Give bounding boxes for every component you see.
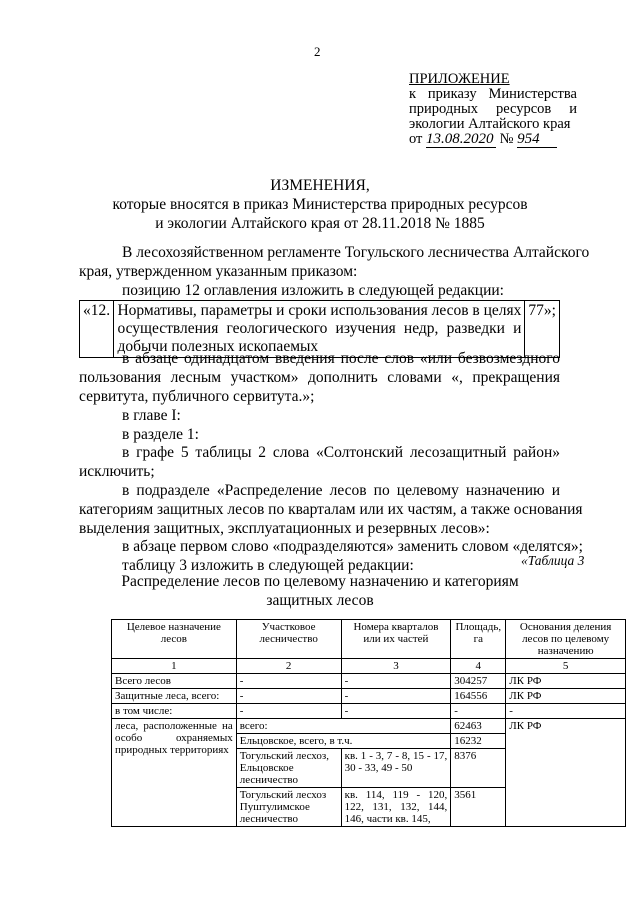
table-title: Распределение лесов по целевому назначению и категориям защитных лесов bbox=[121, 573, 519, 609]
table-caption: «Таблица 3 bbox=[521, 553, 585, 568]
appendix-title: ПРИЛОЖЕНИЕ bbox=[409, 71, 510, 87]
appendix-number: 954 bbox=[517, 132, 557, 148]
para-7-line-3: выделения защитных, эксплуатационных и резервных лесов»: bbox=[79, 520, 490, 537]
para-6-line-2: исключить; bbox=[79, 463, 155, 480]
item-page: 77»; bbox=[525, 301, 560, 358]
para-3-line-1: в абзаце одинадцатом введения после слов «или безвозмездного bbox=[122, 350, 560, 367]
item-number: «12. bbox=[80, 301, 114, 358]
header-cell: Номера кварталов или их частей bbox=[341, 620, 451, 659]
appendix-date-line: от 13.08.2020 № 954 bbox=[409, 132, 577, 148]
para-5: в разделе 1: bbox=[122, 426, 199, 443]
table-row: Тогульский лесхоз Пуштулимское лесничество кв. 114, 119 - 120, 122, 131, 132, 144, 146, части кв. 145, 3561 bbox=[112, 788, 626, 827]
table-header-row bbox=[112, 620, 626, 659]
table-colnum-row: 1 2 3 4 5 bbox=[112, 659, 626, 674]
appendix-line-1: к приказу Министерства bbox=[409, 86, 577, 102]
header-cell: Основания деления лесов по целевому назначению bbox=[506, 620, 626, 659]
appendix-line-3: экологии Алтайского края bbox=[409, 116, 571, 132]
item-text: Нормативы, параметры и сроки использования лесов в целях осуществления геологического изучения недр, разведки и добычи полезных ископаемых bbox=[114, 301, 525, 358]
page-number: 2 bbox=[314, 44, 321, 59]
para-7-line-2: категориям защитных лесов по кварталам или их частям, а также основания bbox=[79, 501, 583, 518]
table-row: Всего лесов - - 304257 ЛК РФ bbox=[112, 674, 626, 689]
table-row: Ельцовское, всего, в т.ч. 16232 bbox=[112, 734, 626, 749]
forest-distribution-table bbox=[111, 619, 626, 827]
para-8: в абзаце первом слово «подразделяются» заменить словом «делятся»; bbox=[122, 538, 583, 555]
para-3-line-3: сервитута, публичного сервитута.»; bbox=[79, 388, 315, 405]
para-4: в главе I: bbox=[122, 407, 181, 424]
table-row: Защитные леса, всего: - - 164556 ЛК РФ bbox=[112, 689, 626, 704]
para-6-line-1: в графе 5 таблицы 2 слова «Солтонский лесозащитный район» bbox=[122, 444, 560, 461]
table-row: в том числе: - - - - bbox=[112, 704, 626, 719]
appendix-block bbox=[409, 72, 577, 148]
appendix-line-2: природных ресурсов и bbox=[409, 101, 577, 117]
para-3-line-2: пользования лесным участком» дополнить словами «, прекращения bbox=[79, 369, 560, 386]
document-title: ИЗМЕНЕНИЯ, которые вносятся в приказ Министерства природных ресурсов и экологии Алтайского края от 28.11.2018 № 1885 bbox=[112, 177, 528, 232]
header-cell: Площадь, га bbox=[451, 620, 506, 659]
header-cell: Участковое лесничество bbox=[236, 620, 341, 659]
para-1-line-1: В лесохозяйственном регламенте Тогульского лесничества Алтайского bbox=[122, 244, 590, 261]
table-row: леса, расположенные на особо охраняемых природных территориях всего: 62463 ЛК РФ bbox=[112, 719, 626, 734]
table-row: Тогульский лесхоз, Ельцовское лесничество кв. 1 - 3, 7 - 8, 15 - 17, 30 - 33, 49 - 50 8376 bbox=[112, 749, 626, 788]
appendix-date: 13.08.2020 bbox=[426, 132, 496, 148]
para-9: таблицу 3 изложить в следующей редакции: bbox=[122, 557, 414, 574]
para-2: позицию 12 оглавления изложить в следующей редакции: bbox=[122, 282, 504, 299]
header-cell: Целевое назначение лесов bbox=[112, 620, 237, 659]
para-7-line-1: в подразделе «Распределение лесов по целевому назначению и bbox=[122, 482, 560, 499]
para-1-line-2: края, утвержденном указанным приказом: bbox=[79, 263, 358, 280]
